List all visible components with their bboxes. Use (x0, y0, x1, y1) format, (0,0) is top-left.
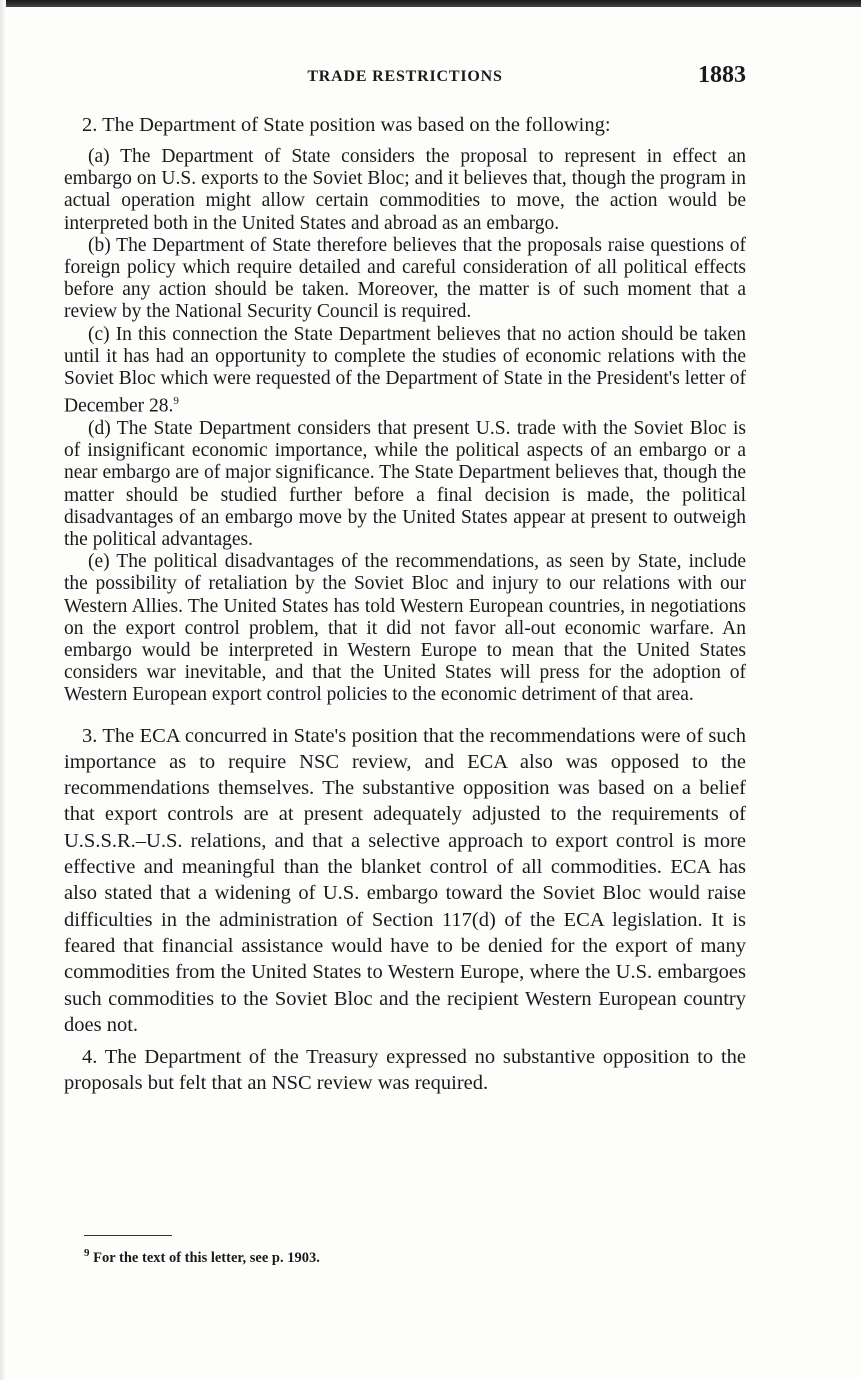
body-text (64, 110, 746, 1097)
paragraph-2e: (e) The political disadvantages of the recommendations, as seen by State, include the possibility of retaliation by the Soviet Bloc and injury to our relations with our Western Allies. The United States has told Western European countries, in negotiations on the export control problem, that it did not favor all-out economic warfare. An embargo would be interpreted in Western Europe to mean that the United States considers war inevitable, and that the United States will press for the adoption of Western European export control policies to the economic detriment of that area. (64, 551, 746, 706)
paragraph-2c-text: (c) In this connection the State Department believes that no action should be taken until it has had an opportunity to complete the studies of economic relations with the Soviet Bloc which were requested of the Department of State in the President's letter of December 28. (64, 323, 746, 417)
paragraph-2b: (b) The Department of State therefore believes that the proposals raise questions of foreign policy which require detailed and careful consideration of all political effects before any action should be taken. Moreover, the matter is of such moment that a review by the National Security Council is required. (64, 234, 746, 323)
footnote-text: For the text of this letter, see p. 1903. (93, 1249, 320, 1266)
paragraph-2a: (a) The Department of State considers the proposal to represent in effect an embargo on U.S. exports to the Soviet Bloc; and it believes that, though the program in actual operation might allow certain commodities to move, the action would be interpreted both in the United States and abroad as an embargo. (64, 146, 746, 234)
page-binding-shadow (0, 0, 6, 1380)
page-header (64, 62, 746, 96)
paragraph-2c (64, 324, 746, 418)
paragraph-3: 3. The ECA concurred in State's position that the recommendations were of such importance as to require NSC review, and ECA also was opposed to the recommendations themselves. The substantive opposition was based on a belief that export controls are at present adequately adjusted to the requirements of U.S.S.R.–U.S. relations, and that a selective approach to export control is more effective and meaningful than the blanket control of all commodities. ECA has also stated that a widening of U.S. embargo toward the Soviet Bloc would raise difficulties in the administration of Section 117(d) of the ECA legislation. It is feared that financial assistance would have to be denied for the export of many commodities from the United States to Western Europe, where the U.S. embargoes such commodities to the Soviet Bloc and the recipient Western European country does not. (64, 724, 746, 1036)
paragraph-4: 4. The Department of the Treasury expressed no substantive opposition to the proposals but felt that an NSC review was required. (64, 1046, 746, 1095)
page-top-edge (0, 0, 861, 7)
paragraph-2: 2. The Department of State position was based on the following: (82, 114, 611, 136)
footnote (84, 1247, 746, 1267)
footnote-mark: 9 (84, 1247, 90, 1259)
running-title: TRADE RESTRICTIONS (307, 68, 503, 85)
footnote-reference: 9 (173, 395, 179, 408)
spacer (64, 707, 746, 723)
footnote-divider (84, 1235, 172, 1236)
paragraph-2d: (d) The State Department considers that present U.S. trade with the Soviet Bloc is of insignificant economic importance, while the political aspects of an embargo or a near embargo are of major significance. The State Department believes that, though the matter should be studied further before a final decision is made, the political disadvantages of an embargo move by the United States appear at present to outweigh the political advantages. (64, 417, 746, 550)
page-number: 1883 (698, 62, 746, 88)
